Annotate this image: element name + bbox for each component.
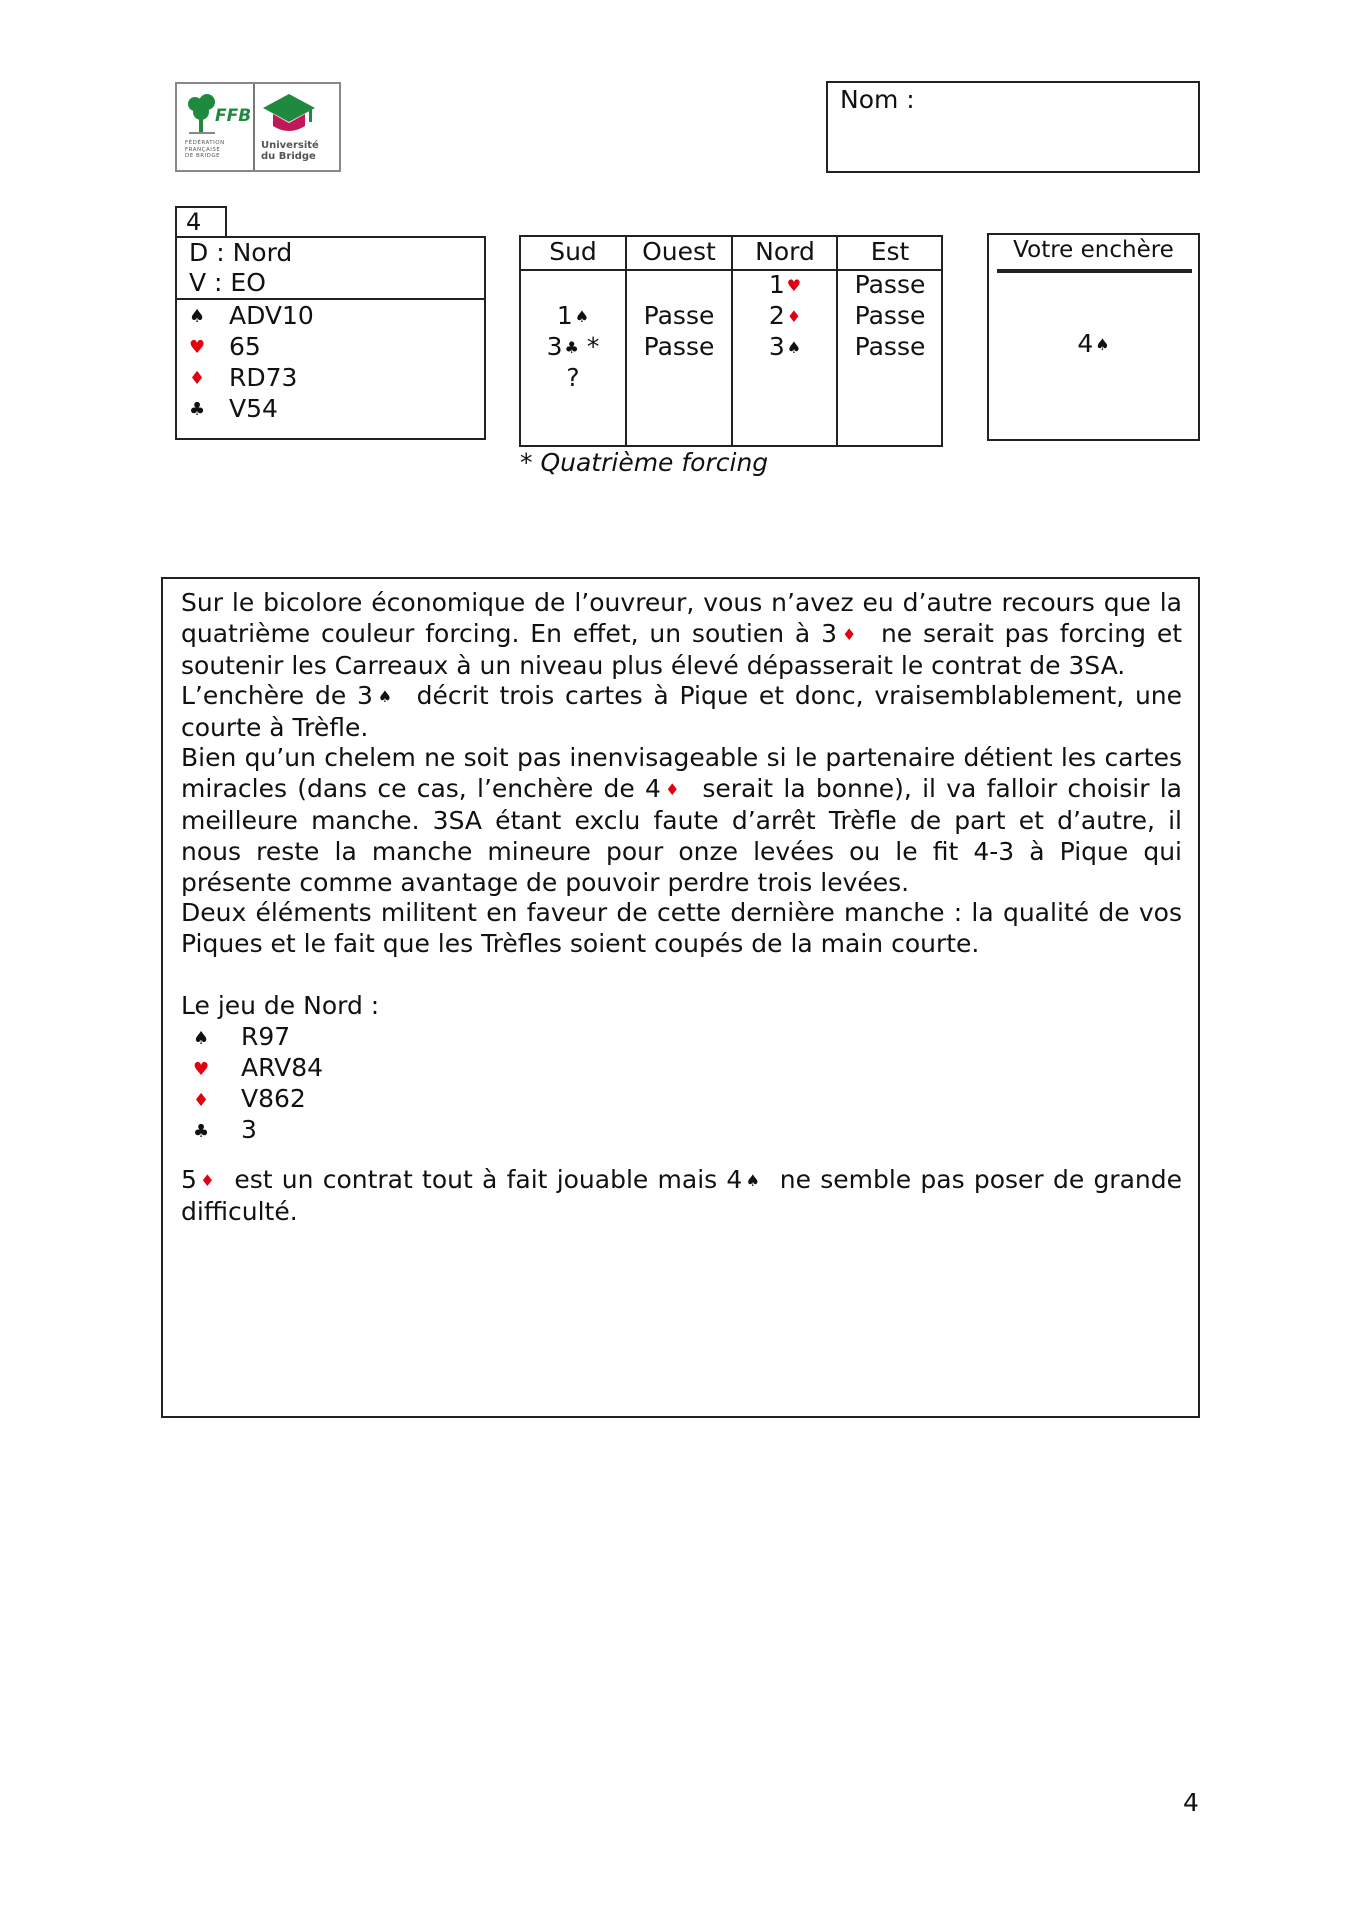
answer-title: Votre enchère	[1013, 237, 1174, 263]
club-icon: ♣	[564, 338, 579, 357]
commentary-paragraph-3: Bien qu’un chelem ne soit pas inenvisageable si le partenaire détient les cartes miracles (dans ce cas, l’enchère de 4 ♦ serait la bonne), il va falloir choisir la meilleure manche. 3SA étant exclu faute d’arrêt Trèfle de part et d’autre, il nous reste la manche mineure pour onze levées ou le fit 4-3 à Pique qui présente comme avantage de pouvoir perdre trois levées.	[181, 743, 1182, 897]
spade-icon: ♠	[574, 307, 590, 326]
ffb-logo	[175, 82, 341, 172]
page-number: 4	[1183, 1788, 1199, 1817]
diamond-icon: ♦	[189, 368, 206, 389]
answer-box	[987, 233, 1200, 441]
bid-sud-2: 3 ♣ *	[546, 332, 600, 361]
bid-ouest-2: Passe	[643, 332, 715, 361]
bid-ouest-1: Passe	[643, 301, 715, 330]
bid-est-1: Passe	[854, 270, 926, 299]
spade-icon: ♠	[193, 1027, 210, 1049]
bid-nord-2: 2 ♦	[768, 301, 802, 330]
hand-hearts: ♥ 65	[189, 332, 261, 361]
name-label: Nom :	[840, 85, 915, 114]
north-hearts: ♥ ARV84	[193, 1052, 323, 1085]
ffb-tree-icon	[185, 92, 219, 136]
header-ouest: Ouest	[642, 237, 716, 266]
name-field[interactable]	[826, 81, 1200, 173]
bid-nord-1: 1 ♥	[768, 270, 802, 299]
commentary-paragraph-1: Sur le bicolore économique de l’ouvreur, vous n’avez eu d’autre recours que la quatrième couleur forcing. En effet, un soutien à 3 ♦ ne serait pas forcing et soutenir les Carreaux à un niveau plus élevé dépasserait le contrat de 3SA.	[181, 588, 1183, 680]
spade-icon: ♠	[1095, 335, 1110, 354]
heart-icon: ♥	[193, 1058, 210, 1080]
spade-icon: ♠	[189, 306, 206, 327]
bid-est-3: Passe	[854, 332, 926, 361]
bid-sud-3: ?	[566, 363, 580, 392]
bid-est-2: Passe	[854, 301, 926, 330]
spade-icon: ♠	[786, 338, 802, 357]
hand-spades: ♠ ADV10	[189, 301, 314, 330]
club-icon: ♣	[189, 399, 206, 420]
north-spades: ♠ R97	[193, 1021, 290, 1054]
north-clubs: ♣ 3	[193, 1114, 257, 1147]
dealer-label: D : Nord	[189, 238, 293, 267]
hand-clubs: ♣ V54	[189, 394, 278, 423]
diamond-icon: ♦	[193, 1089, 210, 1111]
header-nord: Nord	[755, 237, 815, 266]
bid-nord-3: 3 ♠	[768, 332, 802, 361]
vulnerability-label: V : EO	[189, 268, 266, 297]
bidding-table	[519, 235, 943, 447]
south-hand-box	[175, 236, 486, 440]
universite-text: Université du Bridge	[261, 140, 319, 162]
north-hand-title: Le jeu de Nord :	[181, 991, 380, 1020]
header-sud: Sud	[549, 237, 597, 266]
commentary-paragraph-4: Deux éléments militent en faveur de cette dernière manche : la qualité de vos Piques et le fait que les Trèfles soient coupés de la main courte.	[181, 898, 1182, 958]
diamond-icon: ♦	[786, 307, 802, 326]
club-icon: ♣	[193, 1120, 210, 1142]
commentary-box	[161, 577, 1200, 1418]
answer-bid: 4 ♠	[1077, 329, 1110, 358]
commentary-conclusion: 5 ♦ est un contrat tout à fait jouable mais 4 ♠ ne semble pas poser de grande difficulté.	[181, 1165, 1183, 1226]
footnote: * Quatrième forcing	[520, 448, 769, 477]
ffb-text: FFB	[215, 106, 252, 126]
hand-diamonds: ♦ RD73	[189, 363, 298, 392]
north-diamonds: ♦ V862	[193, 1083, 306, 1116]
heart-icon: ♥	[786, 276, 802, 295]
graduation-cap-icon	[261, 92, 317, 138]
federation-text: FÉDÉRATION FRANÇAISE DE BRIDGE	[185, 140, 225, 159]
commentary-paragraph-2: L’enchère de 3 ♠ décrit trois cartes à Pique et donc, vraisemblablement, une courte à Trèfle.	[181, 681, 1183, 742]
heart-icon: ♥	[189, 337, 206, 358]
deal-number: 4	[175, 206, 227, 238]
bid-sud-1: 1 ♠	[556, 301, 590, 330]
header-est: Est	[870, 237, 910, 266]
